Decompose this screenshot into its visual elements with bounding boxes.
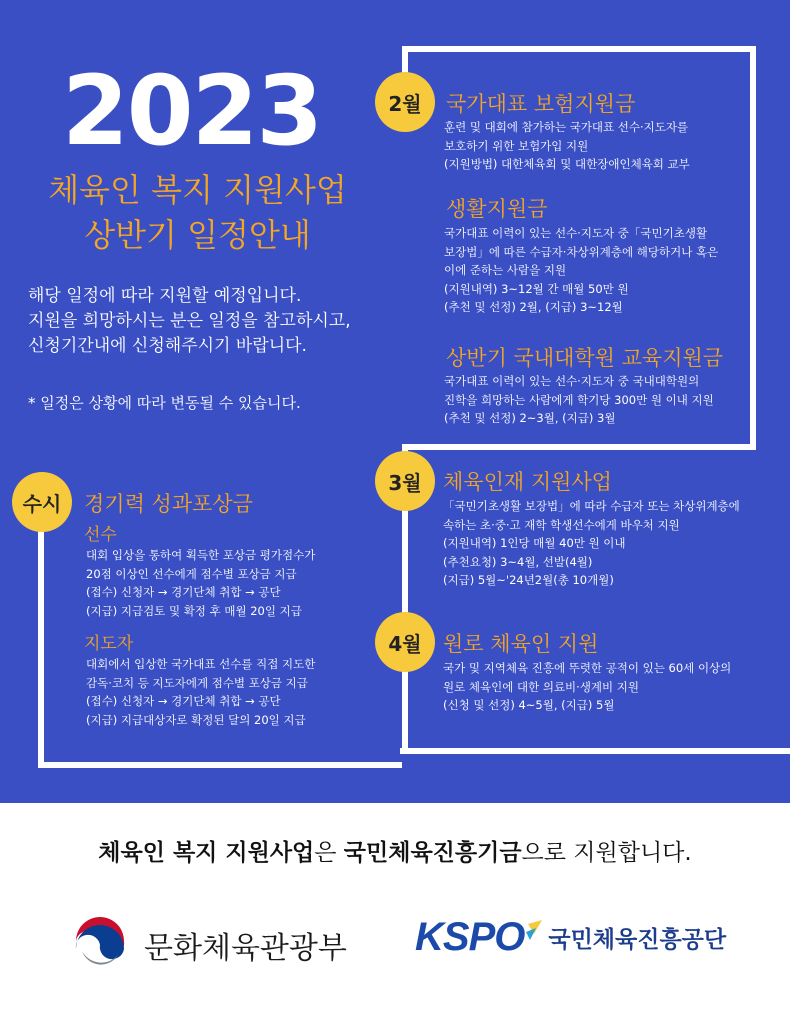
badge-anytime: 수시 <box>12 472 72 532</box>
kspo-accent-icon <box>524 918 544 958</box>
section-title: 생활지원금 <box>446 197 548 221</box>
taegeuk-emblem-icon <box>70 915 130 975</box>
section-body: 국가 및 지역체육 진흥에 뚜렷한 공적이 있는 60세 이상의 원로 체육인에 대한 의료비·생계비 지원 (신청 및 선정) 4~5월, (지급) 5월 <box>443 661 732 712</box>
schedule-note: * 일정은 상황에 따라 변동될 수 있습니다. <box>28 394 301 412</box>
ministry-logo <box>70 915 347 975</box>
section-title: 상반기 국내대학원 교육지원금 <box>446 346 724 370</box>
sub-title-coach: 지도자 <box>84 634 134 654</box>
section-title: 체육인재 지원사업 <box>443 470 612 494</box>
title-line-1: 체육인 복지 지원사업 <box>48 171 347 209</box>
month-badge-mar: 3월 <box>375 451 435 511</box>
section-body: 대회에서 입상한 국가대표 선수를 직접 지도한 감독·코치 등 지도자에게 점수별 포상금 지급 (접수) 신청자 → 경기단체 취합 → 공단 (지급) 지급대상자로 확정된 달의 20일 지급 <box>86 657 316 727</box>
section-body: 국가대표 이력이 있는 선수·지도자 중 국내대학원의 진학을 희망하는 사람에게 학기당 300만 원 이내 지원 (추천 및 선정) 2~3월, (지급) 3월 <box>444 374 714 425</box>
section-body: 「국민기초생활 보장법」에 따라 수급자 또는 차상위계층에 속하는 초·중·고 재학 학생선수에게 바우처 지원 (지원내역) 1인당 매월 40만 원 이내 (추천요청) 3~4월, 선발(4월) (지급) 5월~'24년2월(총 10개월) <box>443 499 740 587</box>
intro-text: 해당 일정에 따라 지원할 예정입니다. 지원을 희망하시는 분은 일정을 참고하시고, 신청기간내에 신청해주시기 바랍니다. <box>28 286 351 356</box>
section-body: 대회 입상을 통하여 획득한 포상금 평가점수가 20점 이상인 선수에게 점수별 포상금 지급 (접수) 신청자 → 경기단체 취합 → 공단 (지급) 지급검토 및 확정 후 매월 20일 지급 <box>86 548 316 618</box>
sub-title-athlete: 선수 <box>84 525 117 545</box>
frame-line <box>402 46 756 52</box>
year-heading: 2023 <box>62 55 322 167</box>
kspo-logo <box>415 915 726 960</box>
section-title: 국가대표 보험지원금 <box>446 92 636 116</box>
month-badge-feb: 2월 <box>375 72 435 132</box>
section-body: 훈련 및 대회에 참가하는 국가대표 선수·지도자를 보호하기 위한 보험가입 지원 (지원방법) 대한체육회 및 대한장애인체육회 교부 <box>444 120 690 171</box>
frame-line <box>750 46 756 450</box>
kspo-name: 국민체육진흥공단 <box>548 927 727 953</box>
frame-line <box>402 444 756 450</box>
footer-statement: 체육인 복지 지원사업은 국민체육진흥기금으로 지원합니다. <box>98 840 692 866</box>
frame-line <box>38 762 402 768</box>
section-title: 원로 체육인 지원 <box>443 632 599 656</box>
title-line-2: 상반기 일정안내 <box>84 216 311 254</box>
ministry-name: 문화체육관광부 <box>144 931 347 966</box>
section-title: 경기력 성과포상금 <box>84 492 253 516</box>
section-body: 국가대표 이력이 있는 선수·지도자 중「국민기초생활 보장법」에 따른 수급자·차상위계층에 해당하거나 혹은 이에 준하는 사람을 지원 (지원내역) 3~12월 간 매월 50만 원 (추천 및 선정) 2월, (지급) 3~12월 <box>444 226 719 314</box>
kspo-wordmark: KSPO <box>415 915 525 959</box>
month-badge-apr: 4월 <box>375 612 435 672</box>
frame-line <box>400 748 790 754</box>
